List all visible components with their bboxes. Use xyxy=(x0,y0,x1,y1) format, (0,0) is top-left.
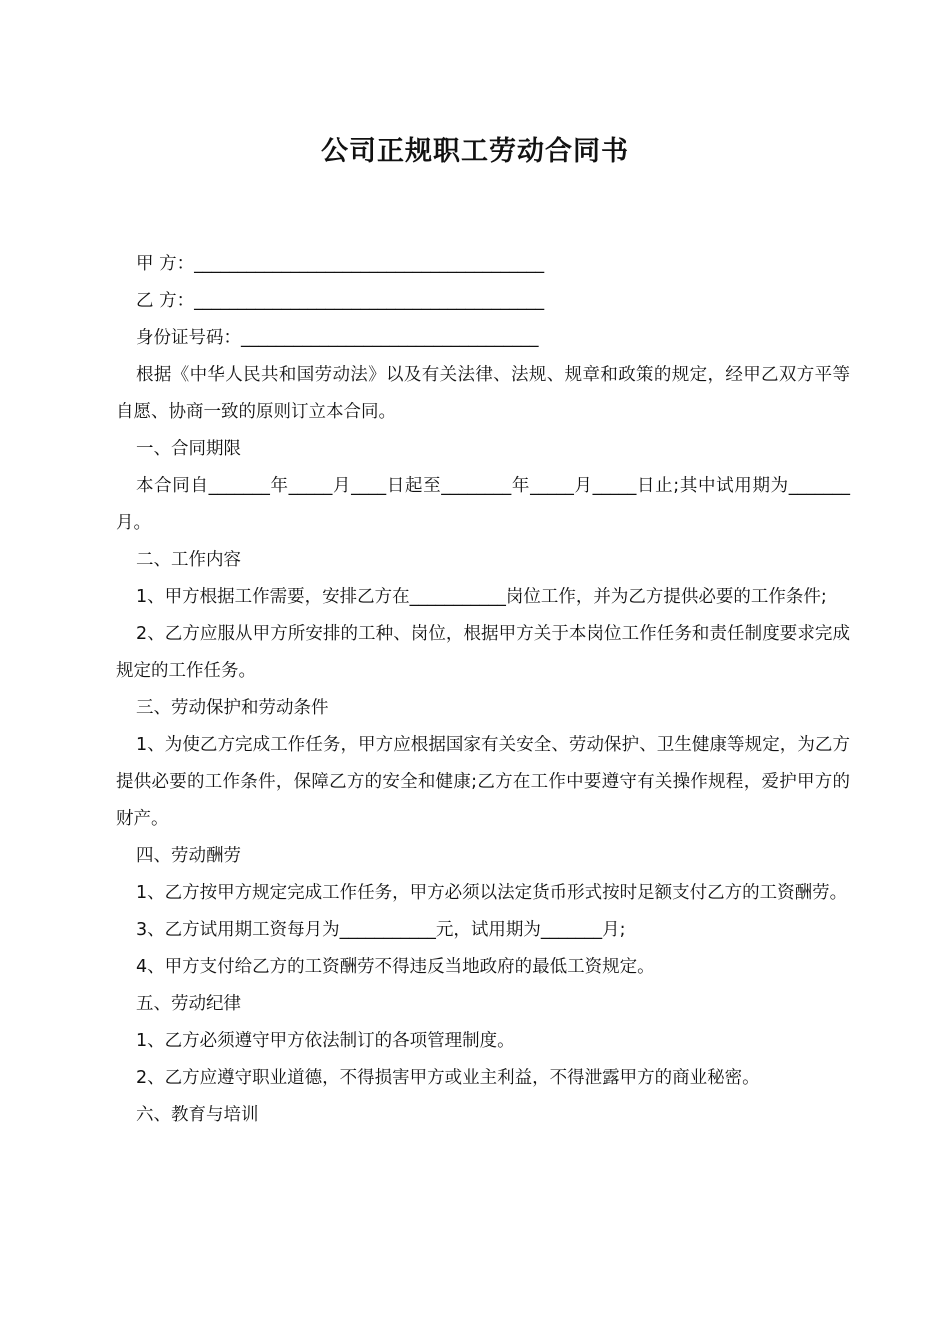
clause-paragraph: 1、为使乙方完成工作任务，甲方应根据国家有关安全、劳动保护、卫生健康等规定，为乙方提供必要的工作条件，保障乙方的安全和健康;乙方在工作中要遵守有关操作规程，爱护甲方的财产。 xyxy=(116,735,850,829)
section-heading: 五、劳动纪律 xyxy=(136,994,241,1014)
preamble-paragraph: 根据《中华人民共和国劳动法》以及有关法律、法规、规章和政策的规定，经甲乙双方平等自愿、协商一致的原则订立本合同。 xyxy=(116,365,850,422)
clause-paragraph: 1、乙方必须遵守甲方依法制订的各项管理制度。 xyxy=(136,1031,515,1051)
clause-paragraph: 4、甲方支付给乙方的工资酬劳不得违反当地政府的最低工资规定。 xyxy=(136,957,655,977)
document-title: 公司正规职工劳动合同书 xyxy=(321,136,629,167)
section-heading: 二、工作内容 xyxy=(136,550,241,570)
section-heading: 四、劳动酬劳 xyxy=(136,846,241,866)
clause-paragraph: 3、乙方试用期工资每月为___________元，试用期为_______月; xyxy=(136,920,626,940)
clause-paragraph: 本合同自_______年_____月____日起至________年_____月_____日止;其中试用期为_______月。 xyxy=(116,476,850,533)
clause-paragraph: 1、甲方根据工作需要，安排乙方在___________岗位工作，并为乙方提供必要的工作条件; xyxy=(136,587,827,607)
party-b-field: 乙 方：________________________________________ xyxy=(136,291,545,311)
clause-paragraph: 1、乙方按甲方规定完成工作任务，甲方必须以法定货币形式按时足额支付乙方的工资酬劳。 xyxy=(136,883,848,903)
document-body xyxy=(116,246,850,1134)
id-number-field: 身份证号码：__________________________________ xyxy=(136,328,539,348)
clause-paragraph: 2、乙方应遵守职业道德，不得损害甲方或业主利益，不得泄露甲方的商业秘密。 xyxy=(136,1068,760,1088)
party-a-field: 甲 方：________________________________________ xyxy=(136,254,545,274)
section-heading: 三、劳动保护和劳动条件 xyxy=(136,698,329,718)
clause-paragraph: 2、乙方应服从甲方所安排的工种、岗位，根据甲方关于本岗位工作任务和责任制度要求完成规定的工作任务。 xyxy=(116,624,850,681)
section-heading: 一、合同期限 xyxy=(136,439,241,459)
section-heading: 六、教育与培训 xyxy=(136,1105,259,1125)
